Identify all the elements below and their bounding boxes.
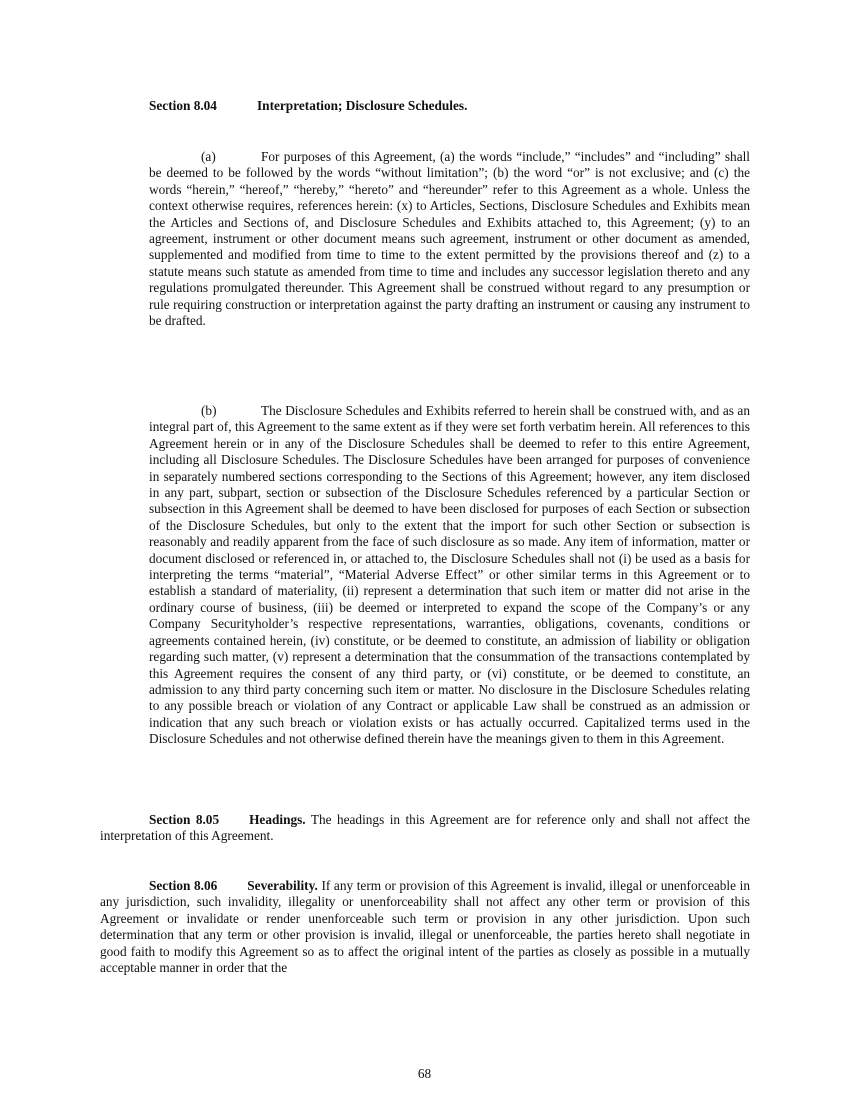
section-8-06-title: Severability. — [247, 878, 318, 893]
section-8-05-title: Headings. — [249, 812, 306, 827]
section-8-04-paragraph-b — [149, 403, 750, 748]
paragraph-a-label: (a) — [201, 149, 216, 164]
section-8-06-number: Section 8.06 — [149, 878, 218, 893]
section-8-05-number: Section 8.05 — [149, 812, 220, 827]
paragraph-b-text: The Disclosure Schedules and Exhibits referred to herein shall be construed with, and as an integral part of, this Agreement to the same extent as if they were set forth verbatim herein. All references to this Agreement herein or in any of the Disclosure Schedules shall be deemed to refer to this entire Agreement, including all Disclosure Schedules. The Disclosure Schedules have been arranged for purposes of convenience in separately numbered sections corresponding to the Sections of this Agreement; however, any item disclosed in any part, subpart, section or subsection of the Disclosure Schedules referenced by a particular Section or subsection in this Agreement shall be deemed to have been disclosed for purposes of each Section or subsection of the Disclosure Schedules, but only to the extent that the import for such other Section or subsection is reasonably and readily apparent from the face of such disclosure as so made. Any item of information, matter or document disclosed or referenced in, or attached to, the Disclosure Schedules shall not (i) be used as a basis for interpreting the terms “material”, “Material Adverse Effect” or other similar terms in this Agreement or to establish a standard of materiality, (ii) represent a determination that such item or matter did not arise in the ordinary course of business, (iii) be deemed or interpreted to expand the scope of the Company’s or any Company Securityholder’s respective representations, warranties, obligations, covenants, conditions or agreements contained herein, (iv) constitute, or be deemed to constitute, an admission of liability or obligation regarding such matter, (v) represent a determination that the consummation of the transactions contemplated by this Agreement requires the consent of any third party, or (vi) constitute, or be deemed to constitute, an admission to any third party concerning such item or matter. No disclosure in the Disclosure Schedules relating to any possible breach or violation of any Contract or applicable Law shall be construed as an admission or indication that any such breach or violation exists or has actually occurred. Capitalized terms used in the Disclosure Schedules and not otherwise defined therein have the meanings given to them in this Agreement. — [149, 403, 750, 747]
section-8-05-text: The headings in this Agreement are for reference only and shall not affect the interpretation of this Agreement. — [100, 812, 750, 844]
section-8-04-paragraph-a — [149, 149, 750, 329]
section-8-06-paragraph — [100, 878, 750, 976]
section-8-04-title: Interpretation; Disclosure Schedules. — [257, 98, 468, 113]
section-8-04-heading — [149, 98, 467, 114]
paragraph-a-text: For purposes of this Agreement, (a) the words “include,” “includes” and “including” shall be deemed to be followed by the words “without limitation”; (b) the word “or” is not exclusive; and (c) the words “herein,” “hereof,” “hereby,” “hereto” and “hereunder” refer to this Agreement as a whole. Unless the context otherwise requires, references herein: (x) to Articles, Sections, Disclosure Schedules and Exhibits mean the Articles and Sections of, and Disclosure Schedules and Exhibits attached to, this Agreement; (y) to an agreement, instrument or other document means such agreement, instrument or other document as amended, supplemented and modified from time to time to the extent permitted by the provisions thereof and (z) to a statute means such statute as amended from time to time and includes any successor legislation thereto and any regulations promulgated thereunder. This Agreement shall be construed without regard to any presumption or rule requiring construction or interpretation against the party drafting an instrument or causing any instrument to be drafted. — [149, 149, 750, 329]
page-number: 68 — [417, 1066, 432, 1081]
section-8-06-text: If any term or provision of this Agreement is invalid, illegal or unenforceable in any jurisdiction, such invalidity, illegality or unenforceability shall not affect any other term or provision of this Agreement or invalidate or render unenforceable such term or provision in any other jurisdiction. Upon such determination that any term or other provision is invalid, illegal or unenforceable, the parties hereto shall negotiate in good faith to modify this Agreement so as to affect the original intent of the parties as closely as possible in a mutually acceptable manner in order that the — [100, 878, 750, 976]
section-8-05-paragraph — [100, 812, 750, 845]
section-8-04-number: Section 8.04 — [149, 98, 217, 113]
paragraph-b-label: (b) — [201, 403, 217, 418]
